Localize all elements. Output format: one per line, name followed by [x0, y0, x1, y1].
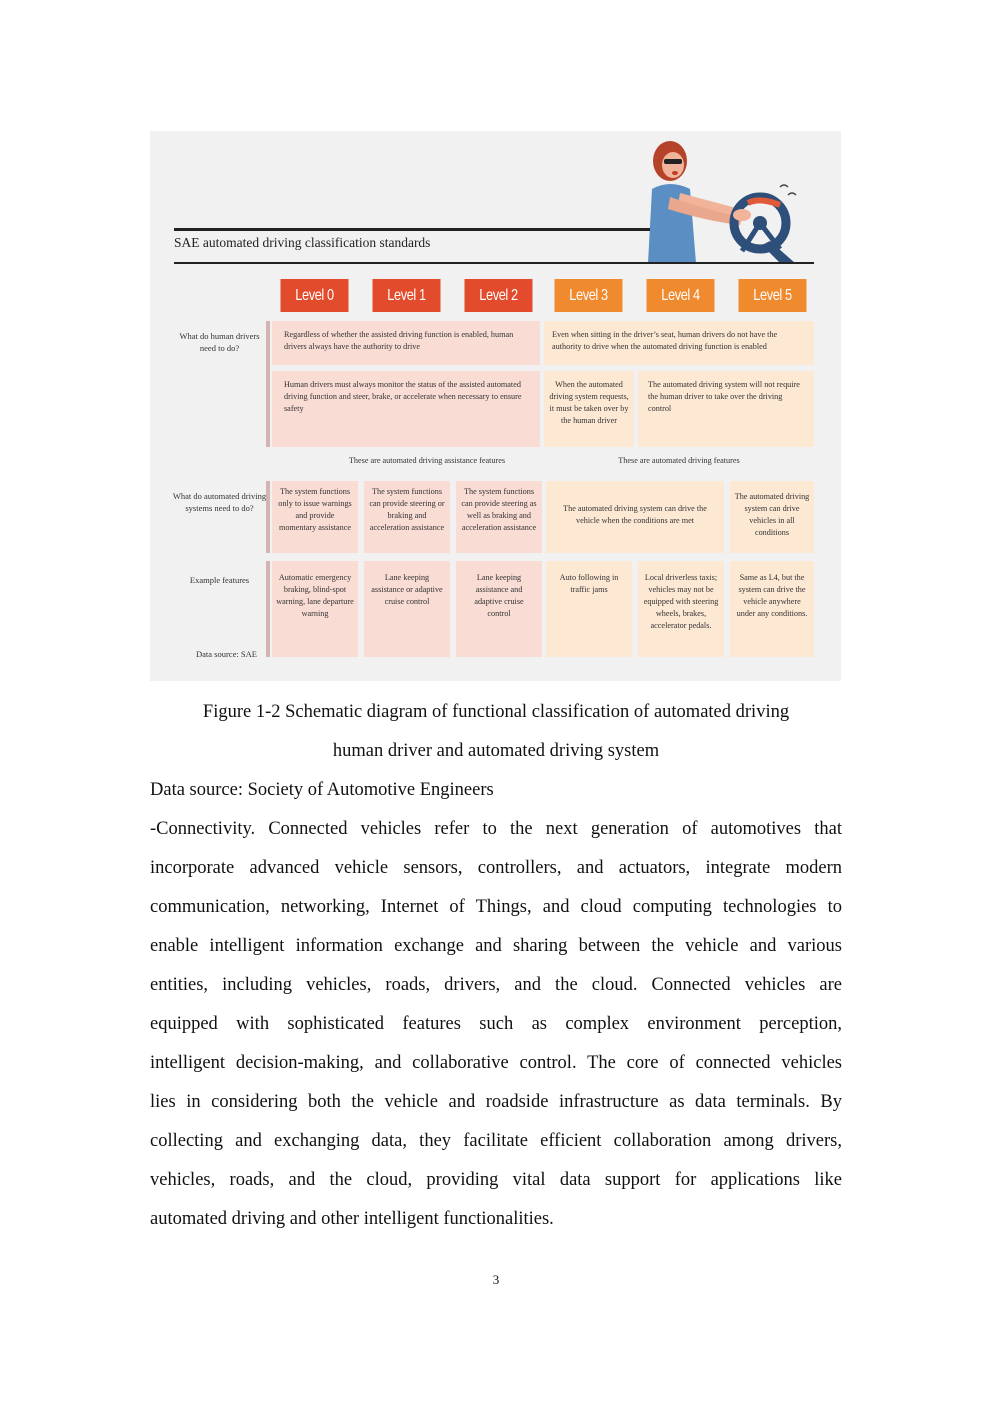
paragraph-line: intelligent decision-making, and collaborative control. The core of connected vehicles [150, 1053, 842, 1073]
note-assistance: These are automated driving assistance features [348, 456, 506, 465]
source-text: Data source: Society of Automotive Engineers [150, 780, 494, 800]
example-l4: Local driverless taxis; vehicles may not be equipped with steering wheels, brakes, accelerator pedals. [638, 561, 724, 657]
paragraph-line: -Connectivity. Connected vehicles refer to the next generation of automotives that [150, 819, 842, 839]
system-l0: The system functions only to issue warnings and provide momentary assistance [272, 481, 358, 553]
level-3-header: Level 3 [555, 279, 623, 312]
paragraph-line: lies in considering both the vehicle and roadside infrastructure as data terminals. By [150, 1092, 842, 1112]
example-l0: Automatic emergency braking, blind-spot warning, lane departure warning [272, 561, 358, 657]
example-l2: Lane keeping assistance and adaptive cruise control [456, 561, 542, 657]
driver-illustration [630, 131, 841, 271]
paragraph-line: communication, networking, Internet of Things, and cloud computing technologies to [150, 897, 842, 917]
row-label-human: What do human drivers need to do? [179, 331, 260, 353]
system-l2: The system functions can provide steering as well as braking and acceleration assistance [456, 481, 542, 553]
page-number: 3 [492, 1272, 500, 1287]
figure-caption-line1: Figure 1-2 Schematic diagram of functional classification of automated driving [202, 702, 790, 722]
level-2-header: Level 2 [465, 279, 533, 312]
row-label-examples: Example features [189, 575, 250, 585]
paragraph-line: enable intelligent information exchange and sharing between the vehicle and various [150, 936, 842, 956]
level-5-header: Level 5 [739, 279, 807, 312]
level-4-header: Level 4 [647, 279, 715, 312]
human-authority-l012: Regardless of whether the assisted driving function is enabled, human drivers always have the authority to drive [272, 321, 540, 365]
example-l1: Lane keeping assistance or adaptive cruise control [364, 561, 450, 657]
example-l3: Auto following in traffic jams [546, 561, 632, 657]
level-1-header: Level 1 [373, 279, 441, 312]
paragraph-line: equipped with sophisticated features such as complex environment perception, [150, 1014, 842, 1034]
example-l5: Same as L4, but the system can drive the vehicle anywhere under any conditions. [730, 561, 814, 657]
data-source-line [150, 771, 842, 810]
sae-classification-figure [150, 131, 841, 681]
title-rule-bottom [174, 262, 814, 264]
note-automated: These are automated driving features [618, 456, 740, 465]
connectivity-paragraph [150, 810, 842, 1239]
level-0-header: Level 0 [281, 279, 349, 312]
paragraph-line: collecting and exchanging data, they facilitate efficient collaboration among drivers, [150, 1131, 842, 1151]
figure-title: SAE automated driving classification standards [174, 235, 431, 250]
paragraph-line: automated driving and other intelligent functionalities. [150, 1209, 554, 1229]
human-takeover-l45: The automated driving system will not require the human driver to take over the driving control [638, 371, 814, 447]
row-label-system: What do automated driving systems need to do? [172, 491, 267, 513]
paragraph-line: incorporate advanced vehicle sensors, controllers, and actuators, integrate modern [150, 858, 842, 878]
human-takeover-l3: When the automated driving system requests, it must be taken over by the human driver [544, 371, 634, 447]
human-authority-l345: Even when sitting in the driver’s seat, human drivers do not have the authority to drive when the automated driving function is enabled [544, 321, 814, 365]
human-monitor-l012: Human drivers must always monitor the status of the assisted automated driving function and steer, brake, or accelerate when necessary to ensure safety [272, 371, 540, 447]
figure-caption-line2: human driver and automated driving system [332, 741, 660, 761]
paragraph-line: entities, including vehicles, roads, drivers, and the cloud. Connected vehicles are [150, 975, 842, 995]
figure-data-source: Data source: SAE [196, 649, 257, 659]
paragraph-line: vehicles, roads, and the cloud, providing vital data support for applications like [150, 1170, 842, 1190]
title-rule-top [174, 228, 650, 231]
system-l34: The automated driving system can drive the vehicle when the conditions are met [546, 481, 724, 553]
system-l1: The system functions can provide steering or braking and acceleration assistance [364, 481, 450, 553]
system-l5: The automated driving system can drive vehicles in all conditions [730, 481, 814, 553]
